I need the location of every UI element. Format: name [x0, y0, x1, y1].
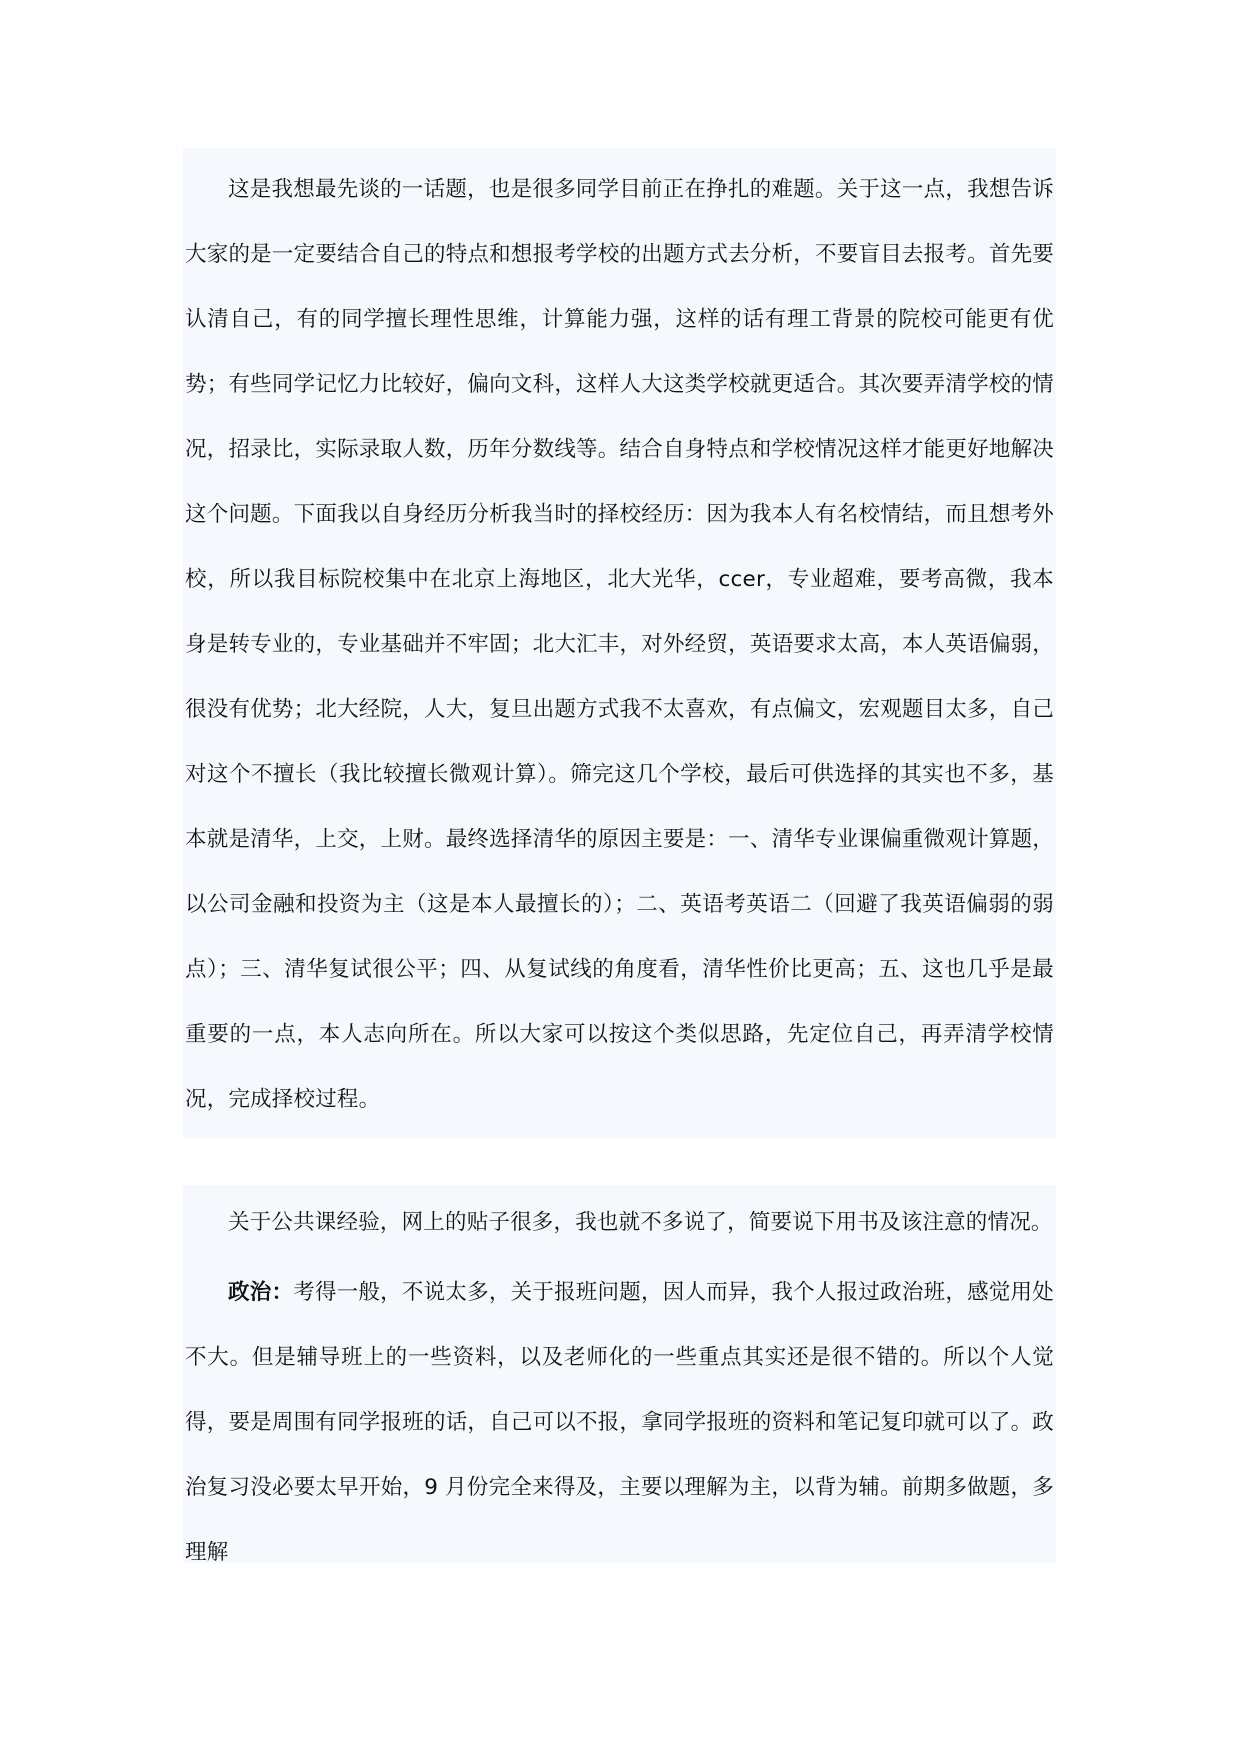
text-block-school-selection — [183, 148, 1056, 1138]
paragraph-school-selection: 这是我想最先谈的一话题，也是很多同学目前正在挣扎的难题。关于这一点，我想告诉大家的是一定要结合自己的特点和想报考学校的出题方式去分析，不要盲目去报考。首先要认清自己，有的同学擅长理性思维，计算能力强，这样的话有理工背景的院校可能更有优势；有些同学记忆力比较好，偏向文科，这样人大这类学校就更适合。其次要弄清学校的情况，招录比，实际录取人数，历年分数线等。结合自身特点和学校情况这样才能更好地解决这个问题。下面我以自身经历分析我当时的择校经历：因为我本人有名校情结，而且想考外校，所以我目标院校集中在北京上海地区，北大光华，ccer，专业超难，要考高微，我本身是转专业的，专业基础并不牢固；北大汇丰，对外经贸，英语要求太高，本人英语偏弱，很没有优势；北大经院，人大，复旦出题方式我不太喜欢，有点偏文，宏观题目太多，自己对这个不擅长（我比较擅长微观计算）。筛完这几个学校，最后可供选择的其实也不多，基本就是清华，上交，上财。最终选择清华的原因主要是：一、清华专业课偏重微观计算题，以公司金融和投资为主（这是本人最擅长的）；二、英语考英语二（回避了我英语偏弱的弱点）；三、清华复试很公平；四、从复试线的角度看，清华性价比更高；五、这也几乎是最重要的一点，本人志向所在。所以大家可以按这个类似思路，先定位自己，再弄清学校情况，完成择校过程。 — [185, 177, 1054, 1112]
paragraph-politics — [183, 1255, 1056, 1585]
politics-text: 考得一般，不说太多，关于报班问题，因人而异，我个人报过政治班，感觉用处不大。但是辅导班上的一些资料，以及老师化的一些重点其实还是很不错的。所以个人觉得，要是周围有同学报班的话，自己可以不报，拿同学报班的资料和笔记复印就可以了。政治复习没必要太早开始，9 月份完全来得及，主要以理解为主，以背为辅。前期多做题，多理解 — [185, 1280, 1054, 1565]
paragraph-public-courses: 关于公共课经验，网上的贴子很多，我也就不多说了，简要说下用书及该注意的情况。 — [228, 1210, 1053, 1235]
politics-label: 政治： — [228, 1280, 294, 1305]
text-block-preliminary-exam — [183, 1185, 1056, 1563]
